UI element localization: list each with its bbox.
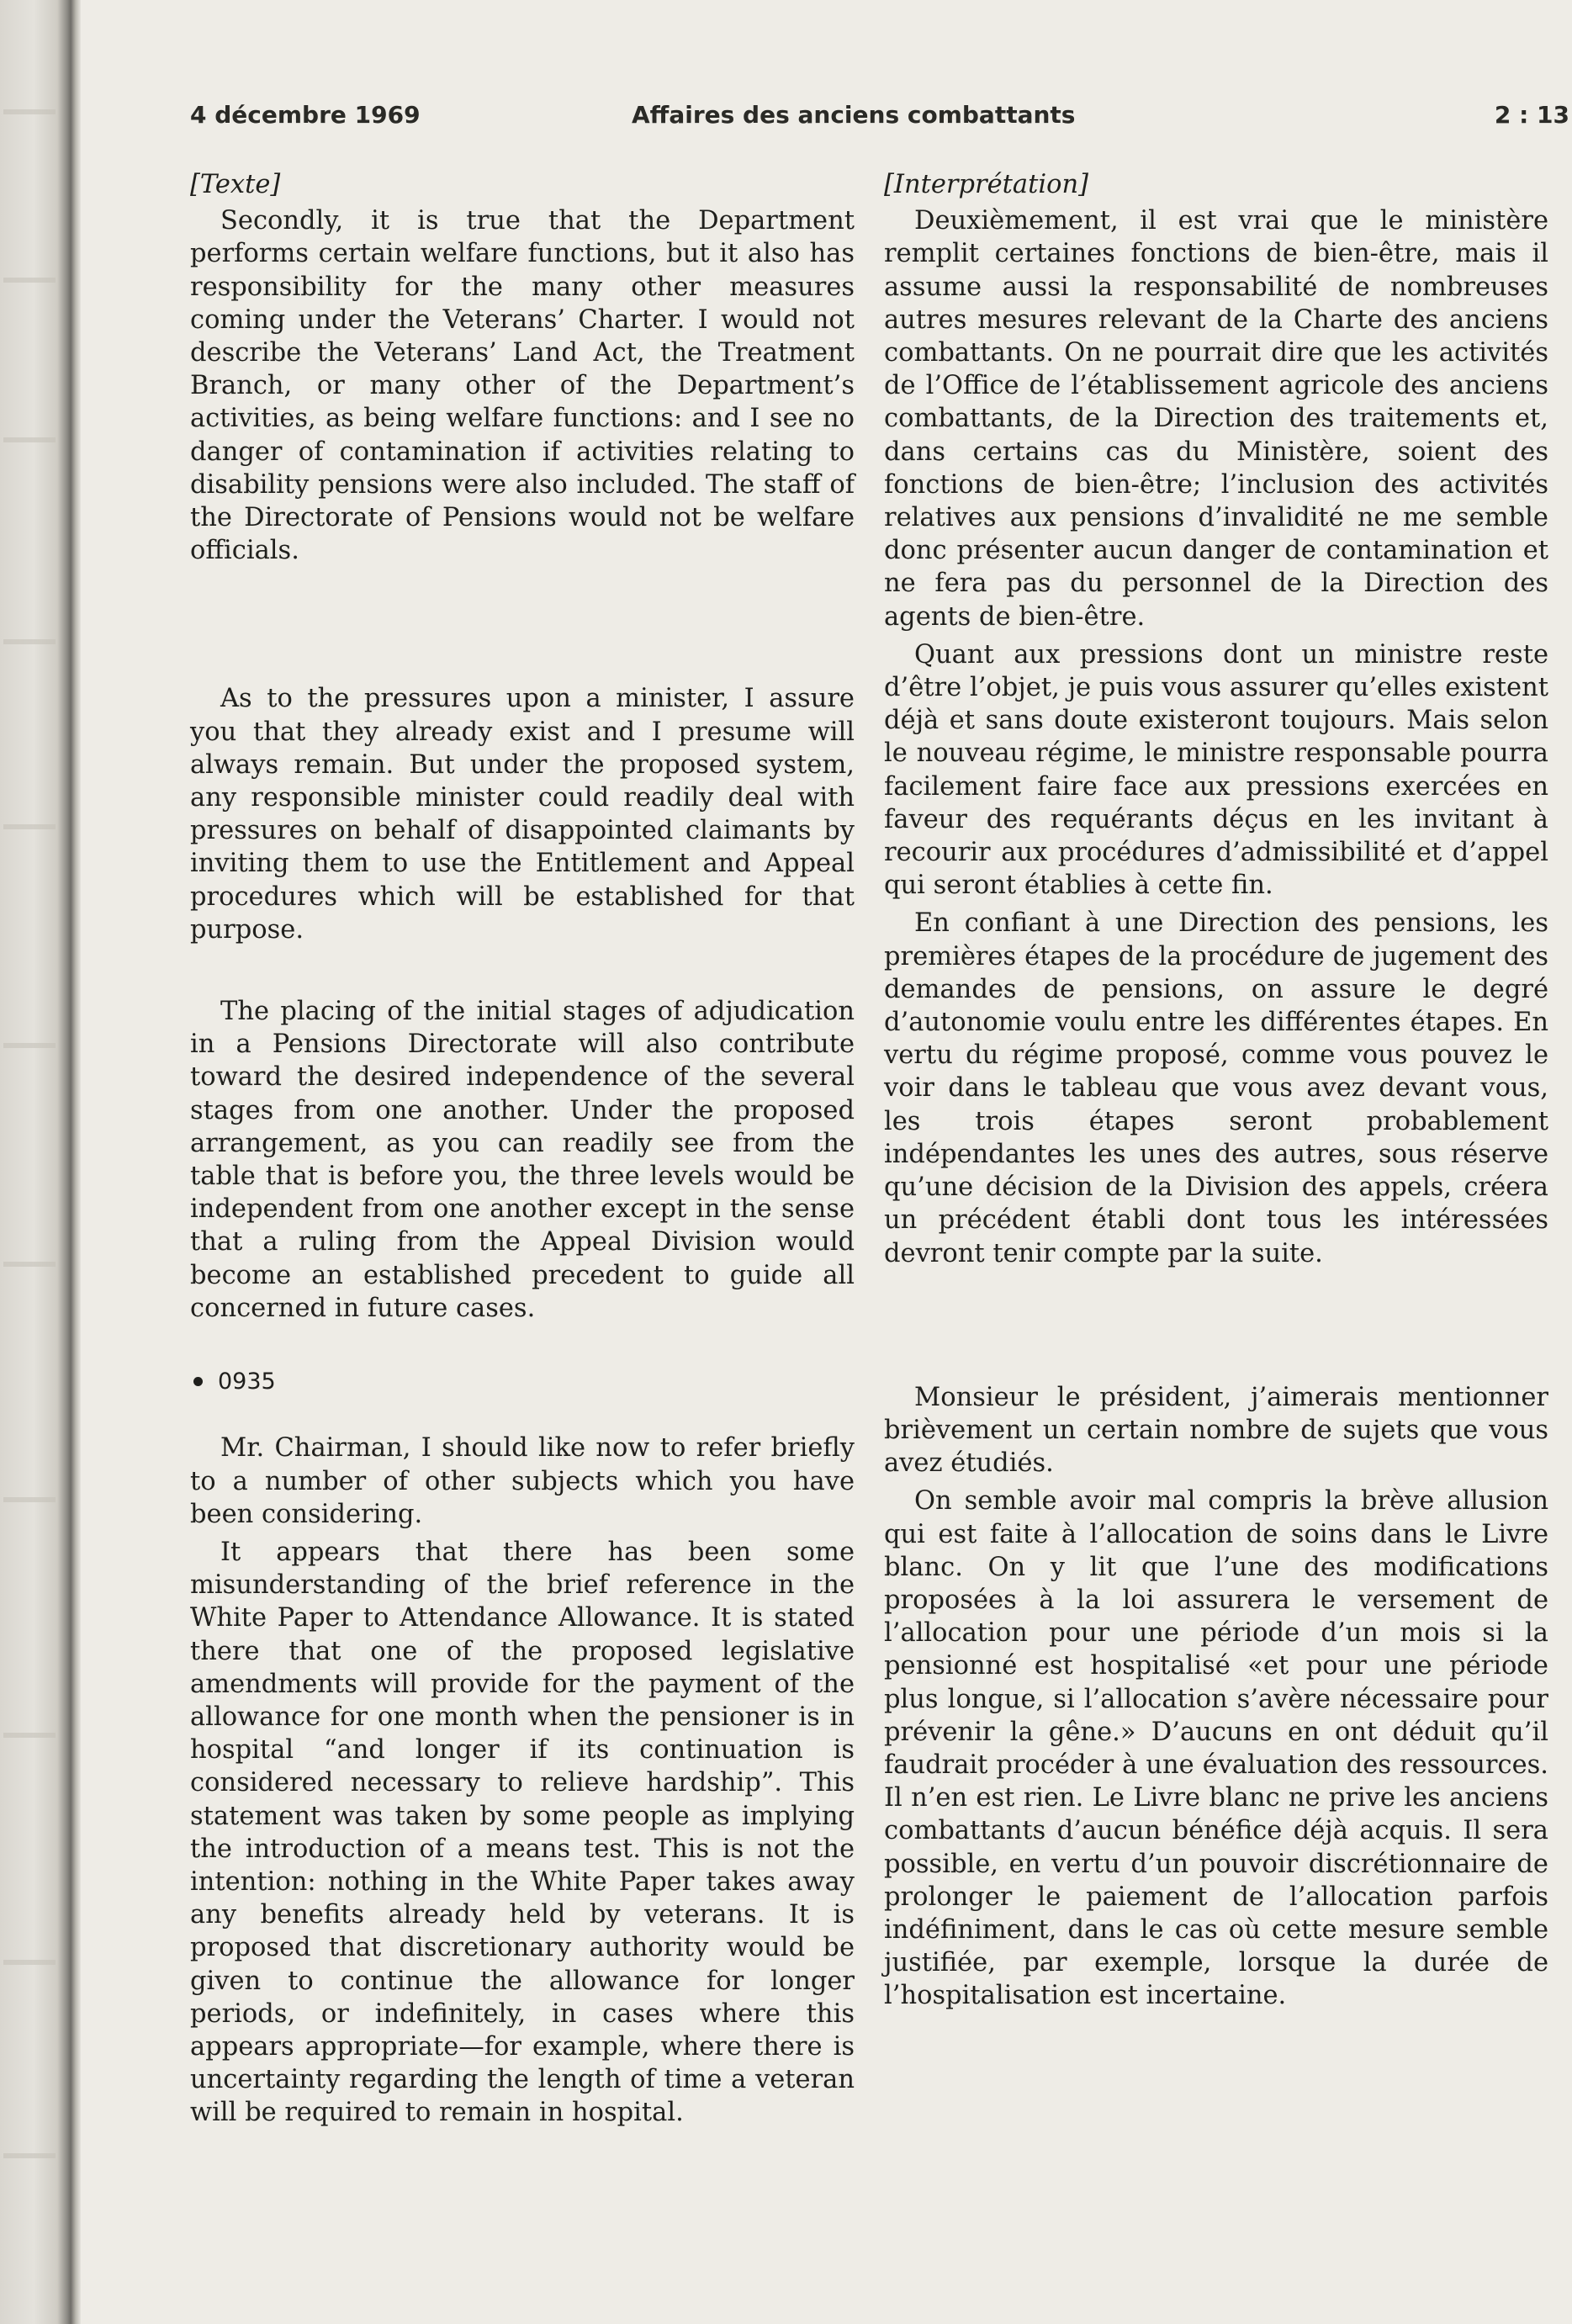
- header-page-number: 2 : 13: [1494, 101, 1569, 129]
- paragraph: Secondly, it is true that the Department performs certain welfare functions, but it also has responsibility for the many other measures coming under the Veterans’ Charter. I would not describe the Veterans’ Land Act, the Treatment Branch, or many other of the Department’s activities, as being welfare functions: and I see no danger of contamination if activities relating to disability pensions were also included. The staff of the Directorate of Pensions would not be welfare officials.: [190, 206, 855, 566]
- page-header: [190, 94, 1569, 136]
- header-date: 4 décembre 1969: [190, 101, 421, 129]
- time-marker: [190, 1365, 855, 1398]
- gutter-bleed-text: [3, 1497, 56, 1502]
- paragraph: As to the pressures upon a minister, I assure you that they already exist and I presume will always remain. But under the proposed system, any responsible minister could readily deal with pressures on behalf of disappointed claimants by inviting them to use the Entitlement and Appeal procedures which will be established for that purpose.: [190, 684, 855, 945]
- gutter-bleed-text: [3, 1733, 56, 1738]
- header-title: Affaires des anciens combattants: [632, 101, 1076, 129]
- paragraph-gap: [190, 1325, 855, 1365]
- paragraph-gap: [190, 1398, 855, 1432]
- time-marker-label: 0935: [218, 1368, 276, 1395]
- gutter-bleed-text: [3, 1043, 56, 1048]
- gutter-bleed-text: [3, 437, 56, 442]
- paragraph: It appears that there has been some misunderstanding of the brief reference in the White Paper to Attendance Allowance. It is stated there that one of the proposed legislative amendments will provide for the payment of the allowance for one month when the pensioner is in hospital “and longer if its continuation is considered necessary to relieve hardship”. This statement was taken by some people as implying the introduction of a means test. This is not the intention: nothing in the White Paper takes away any benefits already held by veterans. It is proposed that discretionary authority would be given to continue the allowance for longer periods, or indefinitely, in cases where this appears appropriate—for example, where there is uncertainty regarding the length of time a veteran will be required to remain in hospital.: [190, 1537, 855, 2128]
- gutter-bleed-text: [3, 278, 56, 283]
- gutter-bleed-text: [3, 1262, 56, 1267]
- right-column-french: [884, 168, 1548, 2013]
- gutter-bleed-text: [3, 639, 56, 644]
- paragraph: Deuxièmement, il est vrai que le ministère remplit certaines fonctions de bien-être, mais il assume aussi la responsabilité de nombreuses autres mesures relevant de la Charte des anciens combattants. On ne pourrait dire que les activités de l’Office de l’établissement agricole des anciens combattants, de la Direction des traitements et, dans certains cas du Ministère, soient des fonctions de bien-être; l’inclusion des activités relatives aux pensions d’invalidité ne me semble donc présenter aucun danger de contamination et ne fera pas du personnel de la Direction des agents de bien-être.: [884, 206, 1548, 632]
- paragraph: On semble avoir mal compris la brève allusion qui est faite à l’allocation de soins dans le Livre blanc. On y lit que l’une des modifications proposées à la loi assurera le versement de l’allocation pour une période d’un mois si la pensionné est hospitalisé «et pour une période plus longue, si l’allocation s’avère nécessaire pour prévenir la gêne.» D’aucuns en ont déduit qu’il faudrait procéder à une évaluation des ressources. Il n’en est rien. Le Livre blanc ne prive les anciens combattants d’aucun bénéfice déjà acquis. Il sera possible, en vertu d’un pouvoir discrétionnaire de prolonger le paiement de l’allocation parfois indéfiniment, dans le cas où cette mesure semble justifiée, par exemple, lorsque la durée de l’hospitalisation est incertaine.: [884, 1486, 1548, 2011]
- bullet-icon: [193, 1377, 203, 1386]
- paragraph-gap: [190, 946, 855, 995]
- gutter-bleed-text: [3, 1960, 56, 1965]
- paragraph: Mr. Chairman, I should like now to refer briefly to a number of other subjects which you have been considering.: [190, 1433, 855, 1529]
- binding-gutter: [0, 0, 81, 2324]
- paragraph-gap: [190, 567, 855, 682]
- gutter-bleed-text: [3, 109, 56, 114]
- paragraph-gap: [884, 1270, 1548, 1381]
- column-label-interpretation: [Interprétation]: [884, 170, 1088, 199]
- column-label-texte: [Texte]: [190, 170, 281, 199]
- paragraph: Monsieur le président, j’aimerais mentionner brièvement un certain nombre de sujets que vous avez étudiés.: [884, 1382, 1548, 1479]
- document-page: [81, 0, 1572, 2324]
- paragraph: En confiant à une Direction des pensions, les premières étapes de la procédure de jugement des demandes de pensions, on assure le degré d’autonomie voulu entre les différentes étapes. En vertu du régime proposé, comme vous pouvez le voir dans le tableau que vous avez devant vous, les trois étapes seront probablement indépendantes les unes des autres, sous réserve qu’une décision de la Division des appels, créera un précédent établi dont tous les intéressées devront tenir compte par la suite.: [884, 908, 1548, 1268]
- paragraph: Quant aux pressions dont un ministre reste d’être l’objet, je puis vous assurer qu’elles existent déjà et sans doute existeront toujours. Mais selon le nouveau régime, le ministre responsable pourra facilement faire face aux pressions exercées en faveur des requérants déçus en les invitant à recourir aux procédures d’admissibilité et d’appel qui seront établies à cette fin.: [884, 639, 1548, 901]
- paragraph: The placing of the initial stages of adjudication in a Pensions Directorate will also contribute toward the desired independence of the several stages from one another. Under the proposed arrangement, as you can readily see from the table that is before you, the three levels would be independent from one another except in the sense that a ruling from the Appeal Division would become an established precedent to guide all concerned in future cases.: [190, 997, 855, 1323]
- gutter-bleed-text: [3, 824, 56, 829]
- left-column-english: [190, 168, 855, 2130]
- gutter-bleed-text: [3, 2153, 56, 2158]
